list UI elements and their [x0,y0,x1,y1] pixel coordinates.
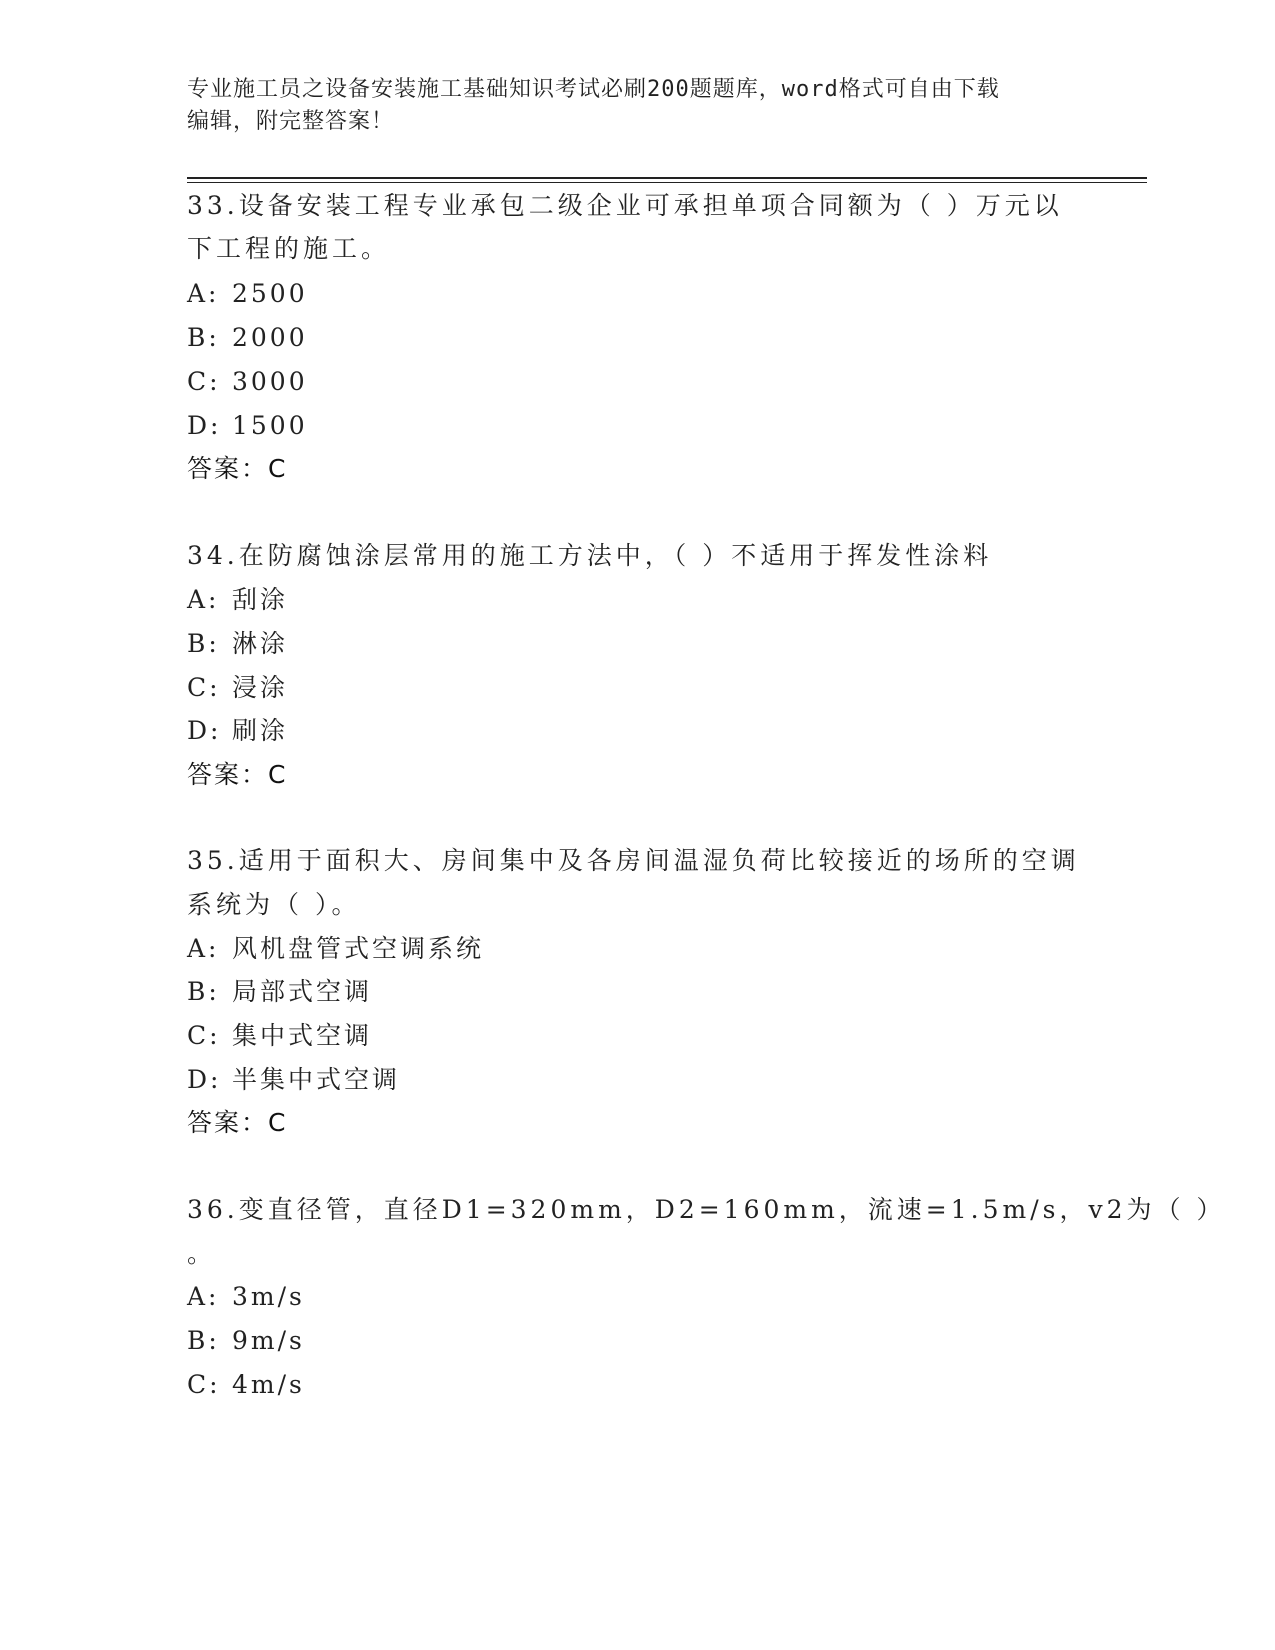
option-key: C: [187,367,221,396]
question-33-text-line-2: 下工程的施工。 [187,234,391,263]
option-text: 局部式空调 [232,977,373,1006]
option-key: D: [187,411,222,440]
option-text: 9m/s [232,1326,305,1355]
option-text: 3m/s [232,1282,305,1311]
option-key: D: [187,716,222,745]
question-33-answer: 答案：C [187,454,288,483]
option-key: C: [187,1021,221,1050]
option-text: 浸涂 [232,673,289,702]
option-key: C: [187,673,221,702]
header-rule-thin [187,182,1147,183]
question-33-option-b [187,322,308,354]
option-text: 1500 [232,411,308,440]
option-key: B: [187,629,220,658]
question-33-option-c [187,366,308,398]
question-36-option-a [187,1281,305,1313]
question-35-option-c [187,1020,372,1052]
header-line-2: 编辑，附完整答案！ [187,109,395,134]
option-text: 4m/s [232,1370,305,1399]
option-text: 2500 [232,279,308,308]
option-text: 刷涂 [232,716,289,745]
option-text: 半集中式空调 [232,1065,401,1094]
option-text: 风机盘管式空调系统 [232,934,485,963]
option-text: 集中式空调 [232,1021,373,1050]
question-36-text-line-2: 。 [187,1239,217,1268]
option-key: A: [187,934,220,963]
question-35-option-a [187,933,484,965]
option-key: B: [187,1326,220,1355]
question-34-option-b [187,628,288,660]
option-key: D: [187,1065,222,1094]
option-key: A: [187,279,220,308]
option-text: 刮涂 [232,585,289,614]
question-33-option-d [187,410,308,442]
question-33-text-line-1: 33.设备安装工程专业承包二级企业可承担单项合同额为（ ）万元以 [187,191,1063,220]
question-35-text-line-2: 系统为（ ）。 [187,890,361,919]
question-35-answer: 答案：C [187,1108,288,1137]
question-36-option-b [187,1325,305,1357]
option-text: 3000 [232,367,308,396]
option-key: A: [187,585,220,614]
question-35-option-d [187,1064,400,1096]
question-35-text-line-1: 35.适用于面积大、房间集中及各房间温湿负荷比较接近的场所的空调 [187,846,1080,875]
header-rule-thick [187,177,1147,179]
question-34-answer: 答案：C [187,760,288,789]
question-34-option-c [187,672,288,704]
question-36-text-line-1: 36.变直径管，直径D1=320mm，D2=160mm，流速=1.5m/s，v2为（ ） [187,1195,1226,1224]
question-36-option-c [187,1369,305,1401]
option-key: C: [187,1370,221,1399]
header-line-1: 专业施工员之设备安装施工基础知识考试必刷200题题库，word格式可自由下载 [187,77,1000,102]
document-header [187,74,1087,138]
question-35-option-b [187,976,372,1008]
option-text: 淋涂 [232,629,289,658]
option-key: B: [187,977,220,1006]
option-key: A: [187,1282,220,1311]
question-33-option-a [187,278,308,310]
option-text: 2000 [232,323,308,352]
question-34-option-a [187,584,288,616]
question-34-text-line-1: 34.在防腐蚀涂层常用的施工方法中，（ ）不适用于挥发性涂料 [187,541,993,570]
question-34-option-d [187,715,288,747]
option-key: B: [187,323,220,352]
